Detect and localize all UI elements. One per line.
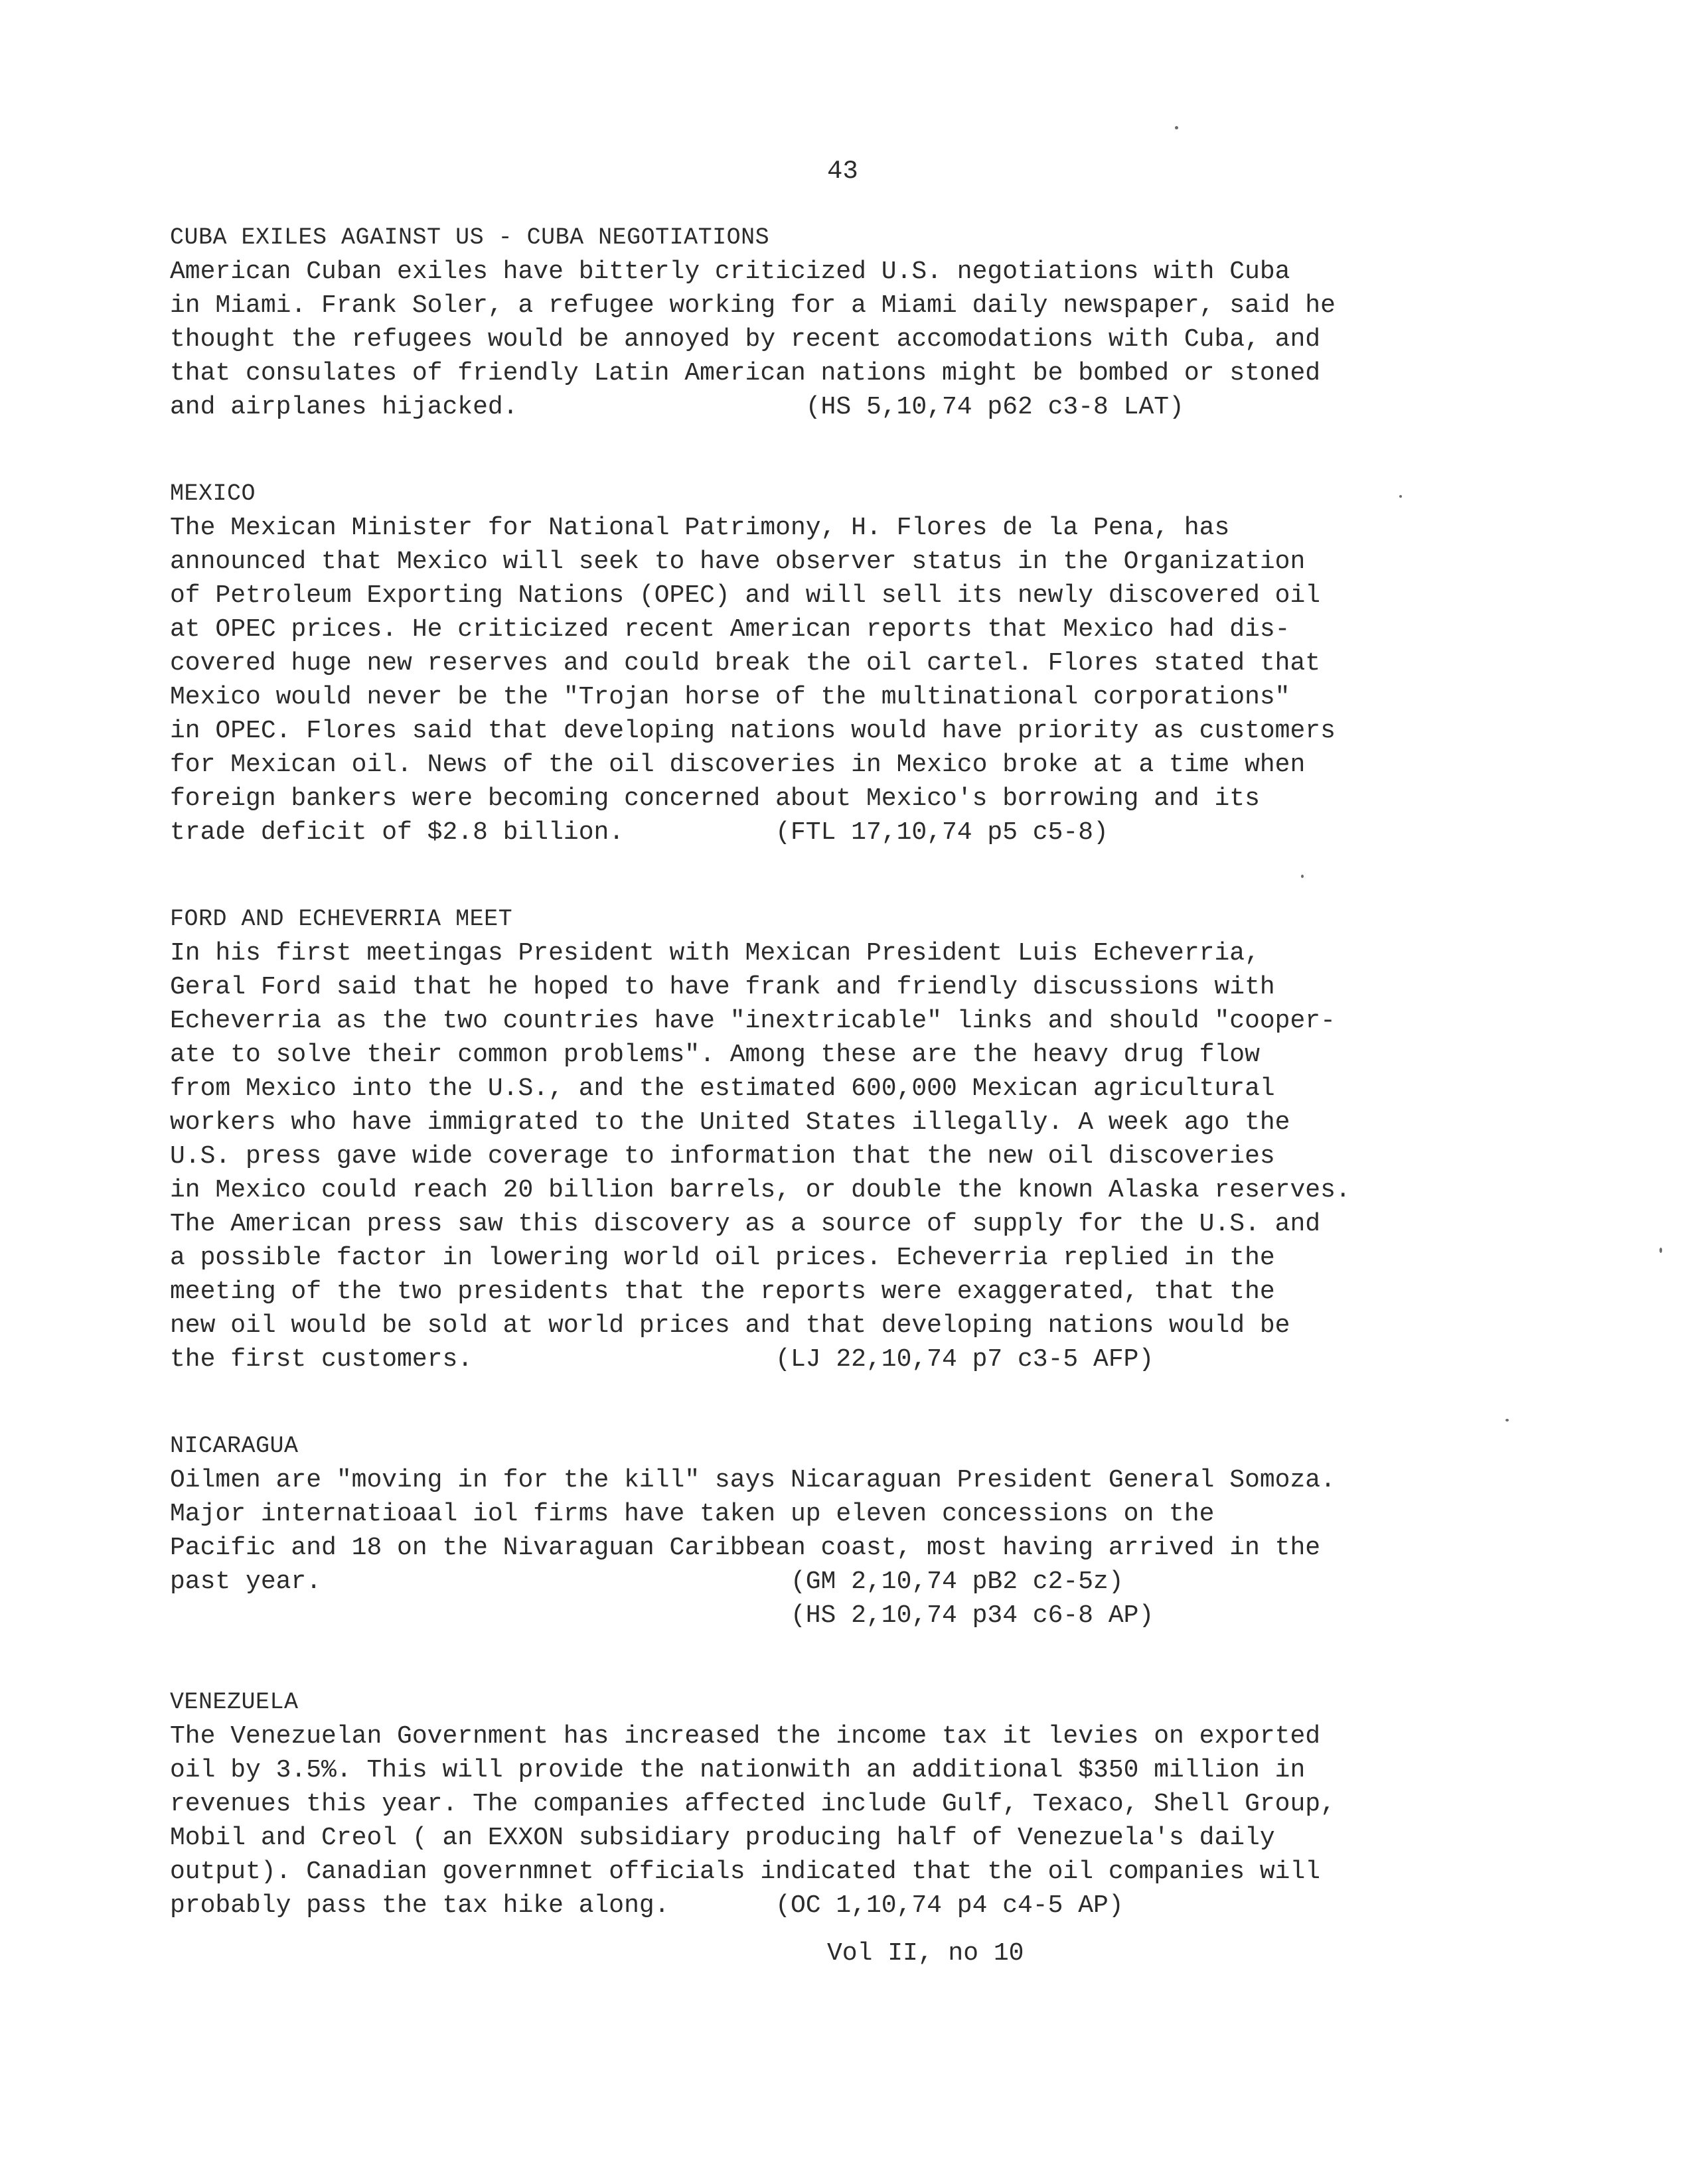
text-line: American Cuban exiles have bitterly criticized U.S. negotiations with Cuba: [170, 257, 1290, 286]
text-line: output). Canadian governmnet officials indicated that the oil companies will: [170, 1857, 1321, 1886]
text-line: a possible factor in lowering world oil prices. Echeverria replied in the: [170, 1244, 1275, 1272]
text-line: Mexico would never be the "Trojan horse of the multinational corporations": [170, 683, 1290, 711]
document-body: [170, 220, 1670, 1923]
section-heading: VENEZUELA: [170, 1689, 299, 1715]
text-line: (HS 2,10,74 p34 c6-8 AP): [170, 1601, 1154, 1630]
text-line: Mobil and Creol ( an EXXON subsidiary producing half of Venezuela's daily: [170, 1824, 1275, 1852]
text-line: Major internatioaal iol firms have taken up eleven concessions on the: [170, 1500, 1215, 1528]
section-heading: FORD AND ECHEVERRIA MEET: [170, 906, 513, 932]
text-line: U.S. press gave wide coverage to information that the new oil discoveries: [170, 1142, 1275, 1171]
text-line: revenues this year. The companies affected include Gulf, Texaco, Shell Group,: [170, 1790, 1336, 1818]
text-line: in Miami. Frank Soler, a refugee working for a Miami daily newspaper, said he: [170, 291, 1336, 320]
text-line: for Mexican oil. News of the oil discoveries in Mexico broke at a time when: [170, 751, 1306, 779]
text-line: the first customers. (LJ 22,10,74 p7 c3-5 AFP): [170, 1345, 1154, 1374]
paper-speck: [1505, 1419, 1509, 1421]
section-spacer: [170, 1376, 1670, 1429]
text-line: Geral Ford said that he hoped to have frank and friendly discussions with: [170, 973, 1275, 1001]
text-line: from Mexico into the U.S., and the estimated 600,000 Mexican agricultural: [170, 1074, 1275, 1103]
text-line: in OPEC. Flores said that developing nations would have priority as customers: [170, 717, 1336, 745]
section-spacer: [170, 424, 1670, 476]
page-number: 43: [827, 157, 858, 186]
text-line: at OPEC prices. He criticized recent American reports that Mexico had dis-: [170, 615, 1290, 644]
text-line: in Mexico could reach 20 billion barrels, or double the known Alaska reserves.: [170, 1176, 1351, 1204]
section-heading: NICARAGUA: [170, 1433, 299, 1459]
text-line: Oilmen are "moving in for the kill" says Nicaraguan President General Somoza.: [170, 1466, 1336, 1494]
text-line: covered huge new reserves and could break the oil cartel. Flores stated that: [170, 649, 1321, 678]
text-line: trade deficit of $2.8 billion. (FTL 17,10,74 p5 c5-8): [170, 818, 1109, 847]
text-line: Pacific and 18 on the Nivaraguan Caribbean coast, most having arrived in the: [170, 1534, 1321, 1562]
section-venezuela: [170, 1685, 1670, 1923]
section-mexico: [170, 476, 1670, 849]
volume-footer: Vol II, no 10: [827, 1939, 1024, 1968]
text-line: meeting of the two presidents that the reports were exaggerated, that the: [170, 1277, 1275, 1306]
text-line: workers who have immigrated to the United States illegally. A week ago the: [170, 1108, 1290, 1137]
text-line: The Venezuelan Government has increased the income tax it levies on exported: [170, 1722, 1321, 1751]
text-line: ate to solve their common problems". Among these are the heavy drug flow: [170, 1041, 1260, 1069]
section-ford-echeverria: [170, 902, 1670, 1376]
paper-speck: [1175, 126, 1178, 129]
text-line: of Petroleum Exporting Nations (OPEC) and will sell its newly discovered oil: [170, 581, 1321, 610]
paper-speck: [1659, 1248, 1662, 1253]
paper-speck: [1301, 875, 1304, 878]
section-spacer: [170, 1633, 1670, 1685]
text-line: foreign bankers were becoming concerned about Mexico's borrowing and its: [170, 784, 1260, 813]
text-line: that consulates of friendly Latin American nations might be bombed or stoned: [170, 359, 1321, 388]
text-line: The Mexican Minister for National Patrimony, H. Flores de la Pena, has: [170, 514, 1230, 542]
text-line: probably pass the tax hike along. (OC 1,10,74 p4 c4-5 AP): [170, 1891, 1124, 1920]
text-line: The American press saw this discovery as a source of supply for the U.S. and: [170, 1210, 1321, 1238]
section-nicaragua: [170, 1429, 1670, 1633]
text-line: new oil would be sold at world prices and that developing nations would be: [170, 1311, 1290, 1340]
text-line: oil by 3.5%. This will provide the nationwith an additional $350 million in: [170, 1756, 1306, 1784]
section-heading: CUBA EXILES AGAINST US - CUBA NEGOTIATIONS: [170, 224, 770, 251]
section-spacer: [170, 849, 1670, 902]
text-line: Echeverria as the two countries have "inextricable" links and should "cooper-: [170, 1007, 1336, 1035]
text-line: past year. (GM 2,10,74 pB2 c2-5z): [170, 1567, 1124, 1596]
section-cuba-exiles: [170, 220, 1670, 424]
text-line: and airplanes hijacked. (HS 5,10,74 p62 c3-8 LAT): [170, 393, 1184, 421]
section-heading: MEXICO: [170, 480, 256, 507]
paper-speck: [1399, 495, 1402, 498]
text-line: In his first meetingas President with Mexican President Luis Echeverria,: [170, 939, 1260, 968]
text-line: thought the refugees would be annoyed by recent accomodations with Cuba, and: [170, 325, 1321, 354]
text-line: announced that Mexico will seek to have observer status in the Organization: [170, 547, 1306, 576]
